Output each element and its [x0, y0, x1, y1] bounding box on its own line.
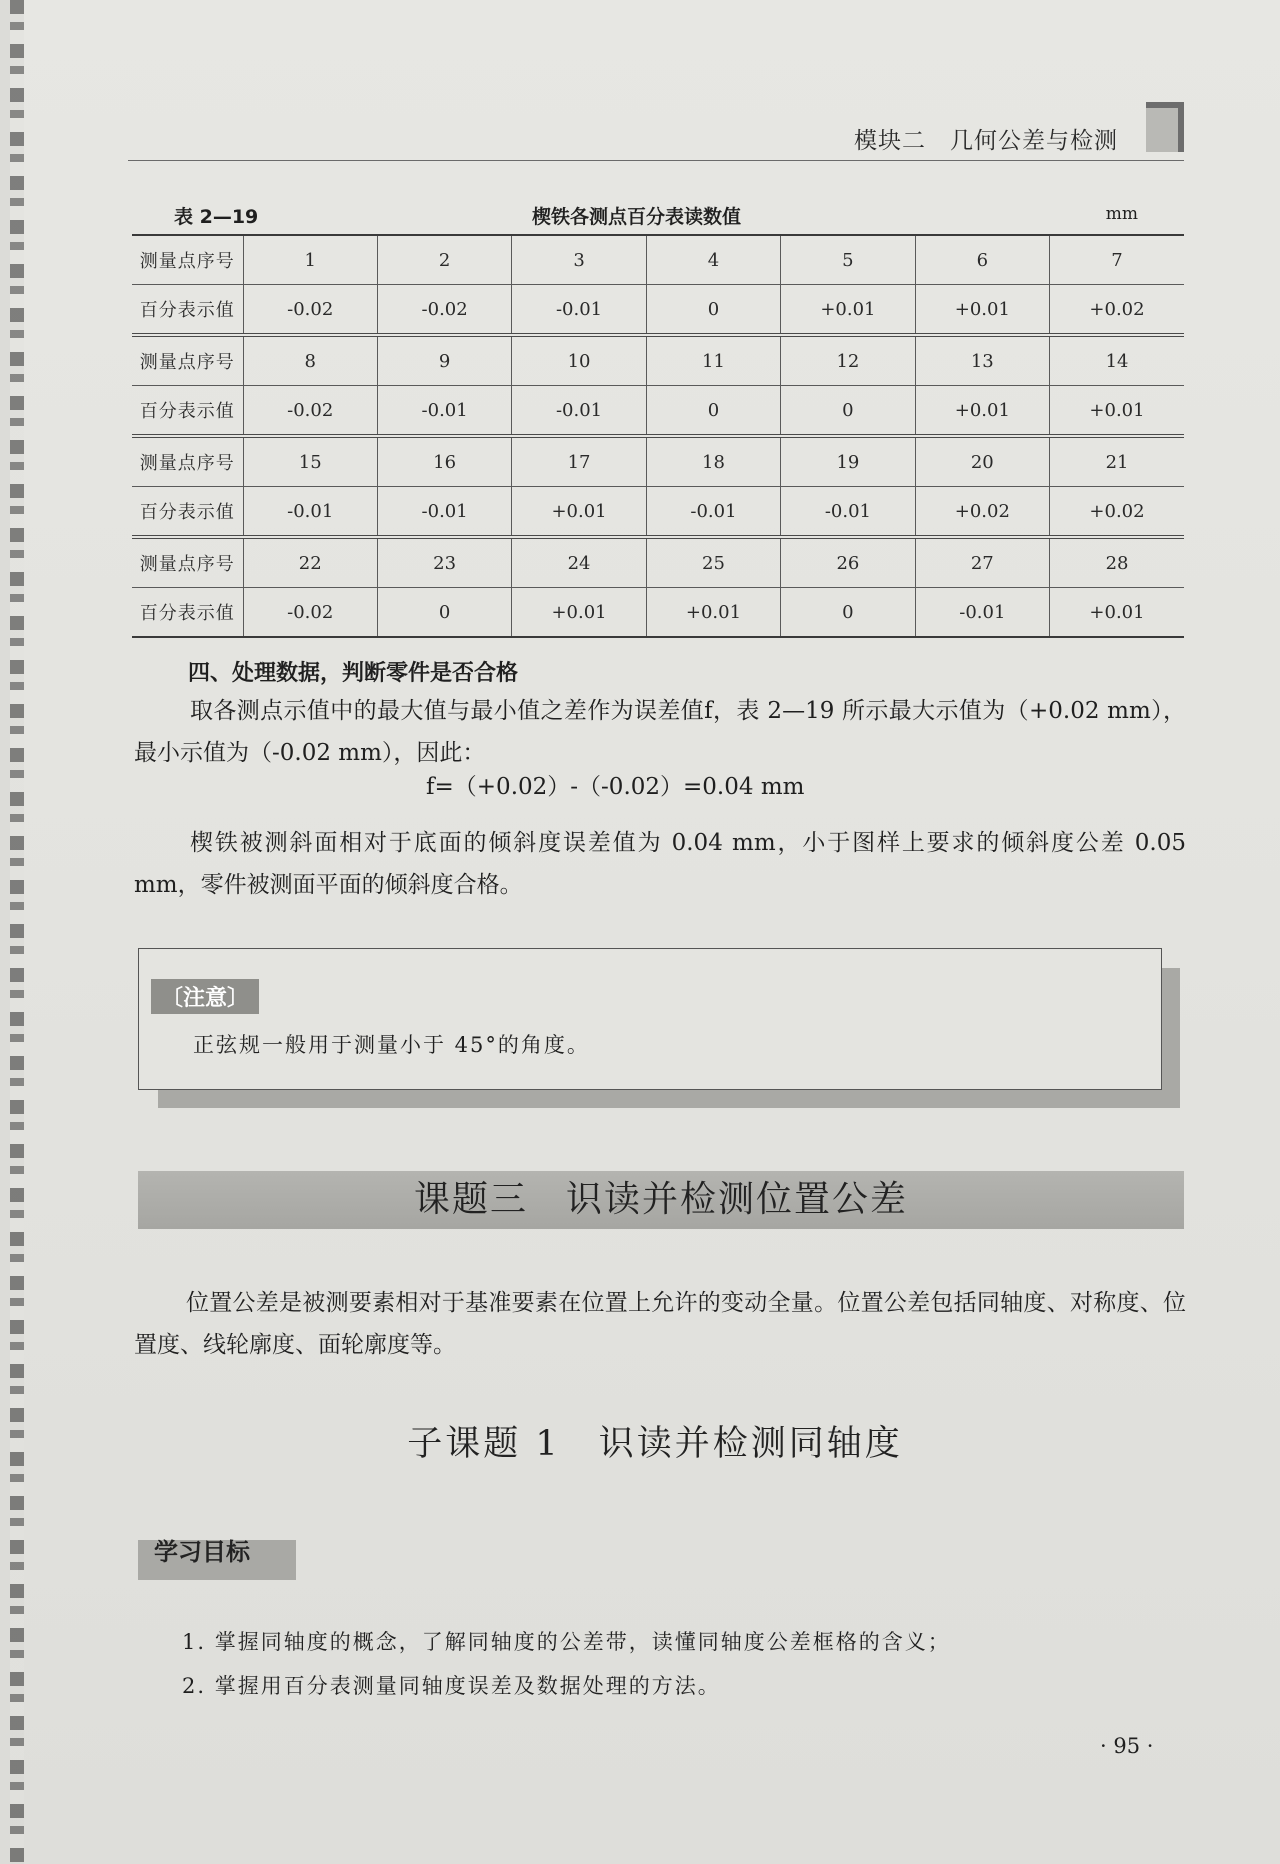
table-cell: 24	[512, 537, 646, 588]
table-cell: 0	[377, 588, 511, 638]
row-label: 测量点序号	[132, 235, 243, 285]
goals-label: 学习目标	[154, 1538, 250, 1566]
table-cell: 27	[915, 537, 1049, 588]
table-cell: 7	[1050, 235, 1184, 285]
table-cell: 14	[1050, 335, 1184, 386]
table-cell: 3	[512, 235, 646, 285]
table-cell: 16	[377, 436, 511, 487]
table-cell: +0.01	[646, 588, 780, 638]
note-tag: 〔注意〕	[151, 979, 259, 1014]
row-label: 百分表示值	[132, 285, 243, 336]
table-cell: +0.01	[1050, 386, 1184, 437]
table-cell: -0.02	[377, 285, 511, 336]
row-label: 测量点序号	[132, 436, 243, 487]
table-cell: 15	[243, 436, 377, 487]
running-header: 模块二 几何公差与检测	[854, 128, 1118, 154]
table-row-values	[132, 285, 1184, 336]
topic-banner	[138, 1171, 1184, 1229]
row-label: 测量点序号	[132, 335, 243, 386]
table-cell: -0.01	[377, 487, 511, 538]
table-cell: 9	[377, 335, 511, 386]
table-row-values	[132, 386, 1184, 437]
table-cell: 25	[646, 537, 780, 588]
table-cell: 8	[243, 335, 377, 386]
topic-title: 课题三 识读并检测位置公差	[413, 1179, 908, 1220]
table-cell: 18	[646, 436, 780, 487]
page-number: · 95 ·	[1100, 1734, 1154, 1758]
table-title: 楔铁各测点百分表读数值	[532, 206, 742, 228]
table-row-points	[132, 537, 1184, 588]
table-cell: 0	[781, 386, 915, 437]
readings-table	[132, 234, 1184, 638]
table-cell: 23	[377, 537, 511, 588]
header-corner-mark	[1146, 102, 1184, 152]
row-label: 百分表示值	[132, 487, 243, 538]
body-paragraph: 楔铁被测斜面相对于底面的倾斜度误差值为 0.04 mm，小于图样上要求的倾斜度公差 0.05 mm，零件被测面平面的倾斜度合格。	[134, 830, 1186, 898]
table-cell: 6	[915, 235, 1049, 285]
table-cell: +0.02	[1050, 285, 1184, 336]
table-row-points	[132, 436, 1184, 487]
table-row-values	[132, 487, 1184, 538]
table-cell: -0.02	[243, 588, 377, 638]
table-cell: 0	[646, 386, 780, 437]
table-cell: -0.01	[915, 588, 1049, 638]
row-label: 测量点序号	[132, 537, 243, 588]
table-cell: -0.01	[243, 487, 377, 538]
table-cell: 20	[915, 436, 1049, 487]
row-label: 百分表示值	[132, 588, 243, 638]
table-cell: -0.02	[243, 386, 377, 437]
table-cell: 28	[1050, 537, 1184, 588]
table-cell: 19	[781, 436, 915, 487]
table-cell: 22	[243, 537, 377, 588]
table-cell: 0	[646, 285, 780, 336]
table-cell: 17	[512, 436, 646, 487]
table-cell: 12	[781, 335, 915, 386]
formula: f=（+0.02）-（-0.02）=0.04 mm	[426, 774, 805, 800]
book-page	[10, 0, 1280, 1864]
table-unit: mm	[1105, 204, 1138, 224]
table-cell: +0.01	[915, 386, 1049, 437]
table-cell: 11	[646, 335, 780, 386]
goal-item: 1. 掌握同轴度的概念，了解同轴度的公差带，读懂同轴度公差框格的含义；	[182, 1630, 951, 1654]
table-cell: -0.01	[377, 386, 511, 437]
section-heading: 四、处理数据，判断零件是否合格	[188, 661, 519, 686]
table-row-values	[132, 588, 1184, 638]
goals-banner	[138, 1540, 296, 1580]
table-row-points	[132, 335, 1184, 386]
table-cell: +0.02	[915, 487, 1049, 538]
table-cell: +0.01	[915, 285, 1049, 336]
topic-intro: 位置公差是被测要素相对于基准要素在位置上允许的变动全量。位置公差包括同轴度、对称度、位置度、线轮廓度、面轮廓度等。	[134, 1290, 1186, 1358]
table-cell: -0.01	[512, 386, 646, 437]
body-paragraph: 取各测点示值中的最大值与最小值之差作为误差值f，表 2—19 所示最大示值为（+0.02 mm），最小示值为（-0.02 mm），因此：	[134, 698, 1186, 766]
table-cell: +0.01	[1050, 588, 1184, 638]
table-caption	[132, 196, 1184, 230]
page-binding-edge	[10, 0, 24, 1864]
table-cell: -0.01	[512, 285, 646, 336]
row-label: 百分表示值	[132, 386, 243, 437]
table-cell: 2	[377, 235, 511, 285]
table-cell: 4	[646, 235, 780, 285]
note-text: 正弦规一般用于测量小于 45°的角度。	[193, 1033, 590, 1057]
table-cell: +0.01	[512, 487, 646, 538]
table-number: 表 2—19	[174, 206, 259, 228]
table-cell: +0.01	[512, 588, 646, 638]
table-cell: -0.02	[243, 285, 377, 336]
goal-item: 2. 掌握用百分表测量同轴度误差及数据处理的方法。	[182, 1674, 721, 1698]
table-cell: -0.01	[781, 487, 915, 538]
table-cell: 5	[781, 235, 915, 285]
table-cell: -0.01	[646, 487, 780, 538]
subtopic-title: 子课题 1 识读并检测同轴度	[407, 1424, 903, 1464]
table-cell: 21	[1050, 436, 1184, 487]
table-cell: 26	[781, 537, 915, 588]
header-divider	[128, 160, 1184, 161]
table-cell: 1	[243, 235, 377, 285]
table-cell: +0.01	[781, 285, 915, 336]
table-cell: +0.02	[1050, 487, 1184, 538]
note-box	[138, 948, 1162, 1090]
table-cell: 13	[915, 335, 1049, 386]
table-row-points	[132, 235, 1184, 285]
table-cell: 0	[781, 588, 915, 638]
table-cell: 10	[512, 335, 646, 386]
